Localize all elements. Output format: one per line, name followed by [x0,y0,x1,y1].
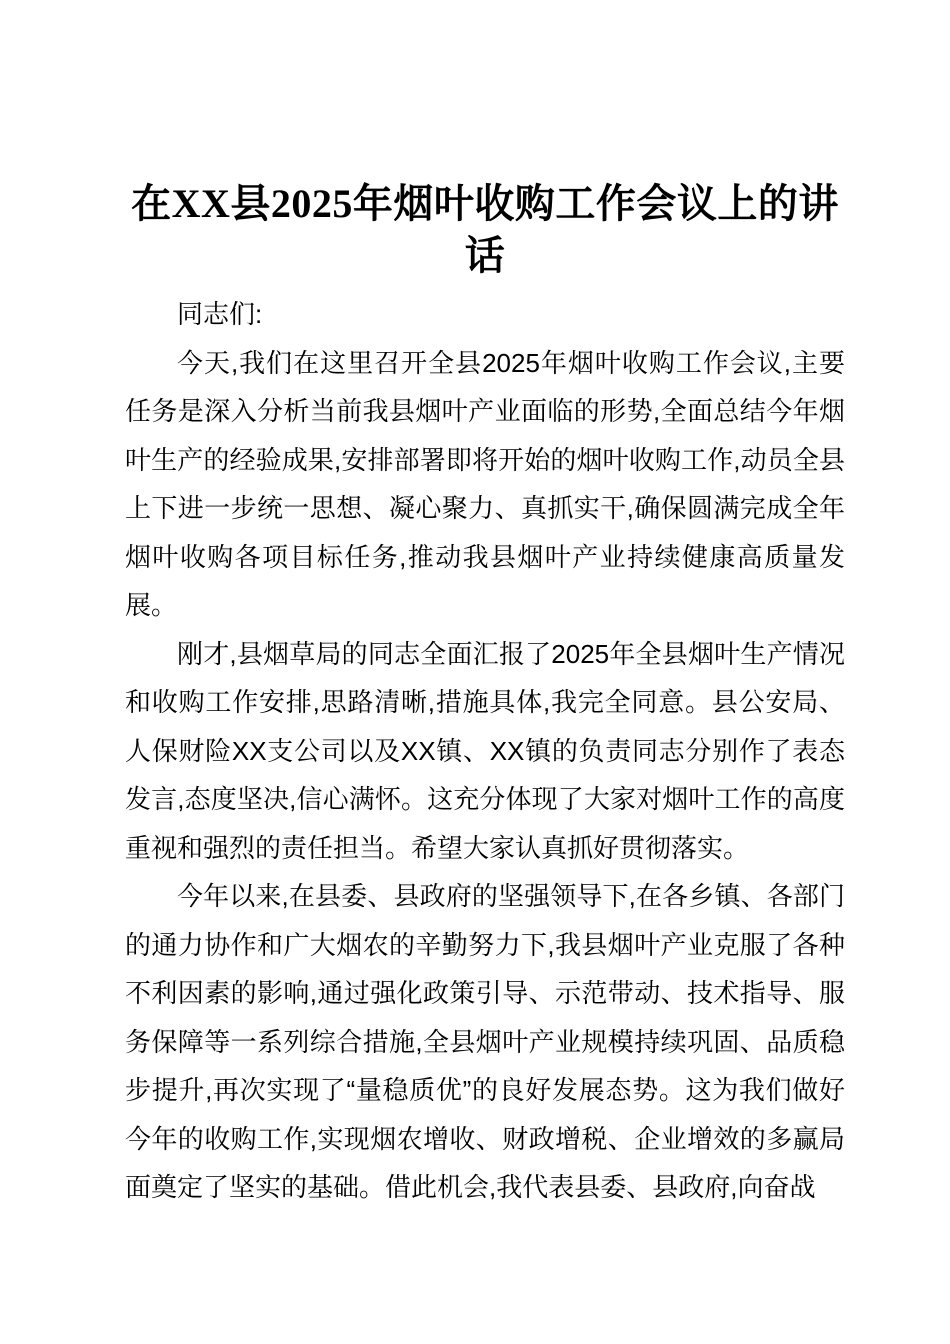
salutation: 同志们: [177,299,263,329]
document-body [125,290,845,1212]
paragraph-3: 今年以来,在县委、县政府的坚强领导下,在各乡镇、各部门的通力协作和广大烟农的辛勤努力下,我县烟叶产业克服了各种不利因素的影响,通过强化政策引导、示范带动、技术指导、服务保障等一系列综合措施,全县烟叶产业规模持续巩固、品质稳步提升,再次实现了“量稳质优”的良好发展态势。这为我们做好今年的收购工作,实现烟农增收、财政增税、企业增效的多赢局面奠定了坚实的基础。借此机会,我代表县委、县政府,向奋战 [125,881,845,1202]
document-title: 在XX县2025年烟叶收购工作会议上的讲话 [131,181,839,278]
paragraph-1: 今天,我们在这里召开全县2025年烟叶收购工作会议,主要任务是深入分析当前我县烟叶产业面临的形势,全面总结今年烟叶生产的经验成果,安排部署即将开始的烟叶收购工作,动员全县上下进一步统一思想、凝心聚力、真抓实干,确保圆满完成全年烟叶收购各项目标任务,推动我县烟叶产业持续健康高质量发展。 [125,347,845,620]
paragraph-2: 刚才,县烟草局的同志全面汇报了2025年全县烟叶生产情况和收购工作安排,思路清晰,措施具体,我完全同意。县公安局、人保财险XX支公司以及XX镇、XX镇的负责同志分别作了表态发言,态度坚决,信心满怀。这充分体现了大家对烟叶工作的高度重视和强烈的责任担当。希望大家认真抓好贯彻落实。 [125,638,845,863]
